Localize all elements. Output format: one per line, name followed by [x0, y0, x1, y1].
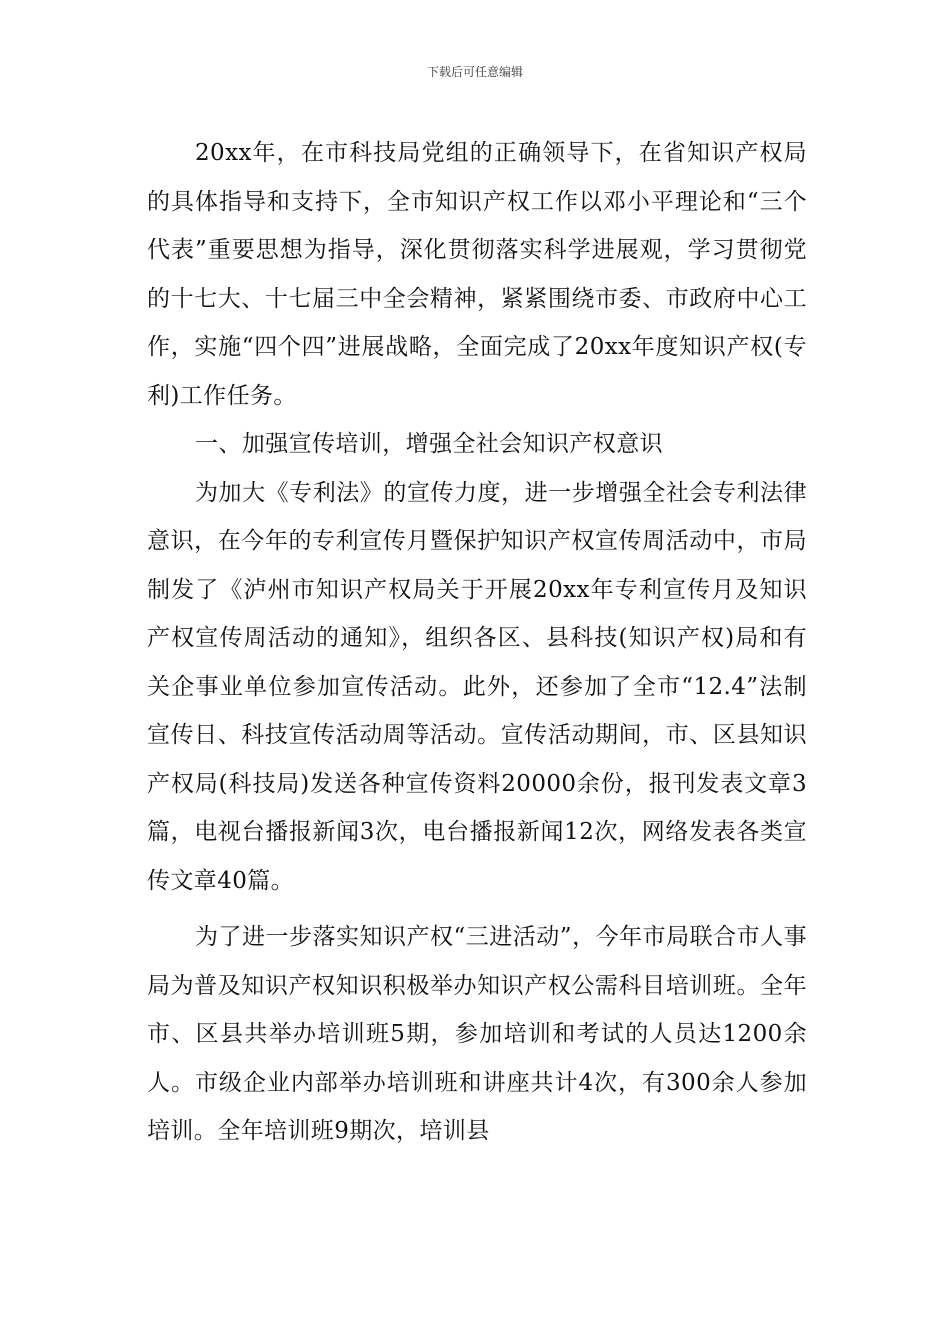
paragraph-spacer [147, 905, 807, 913]
document-body [147, 129, 807, 1156]
page-header-note: 下载后可任意编辑 [426, 65, 523, 79]
section-heading: 一、加强宣传培训，增强全社会知识产权意识 [195, 431, 663, 457]
paragraph-intro: 20xx年，在市科技局党组的正确领导下，在省知识产权局的具体指导和支持下，全市知识产权工作以邓小平理论和“三个代表”重要思想为指导，深化贯彻落实科学进展观，学习贯彻党的十七大、十七届三中全会精神，紧紧围绕市委、市政府中心工作，实施“四个四”进展战略，全面完成了20xx年度知识产权(专利)工作任务。 [147, 140, 807, 409]
paragraph-publicity: 为加大《专利法》的宣传力度，进一步增强全社会专利法律意识，在今年的专利宣传月暨保护知识产权宣传周活动中，市局制发了《泸州市知识产权局关于开展20xx年专利宣传月及知识产权宣传周活动的通知》，组织各区、县科技(知识产权)局和有关企事业单位参加宣传活动。此外，还参加了全市“12.4”法制宣传日、科技宣传活动周等活动。宣传活动期间，市、区县知识产权局(科技局)发送各种宣传资料20000余份，报刊发表文章3篇，电视台播报新闻3次，电台播报新闻12次，网络发表各类宣传文章40篇。 [147, 479, 807, 894]
paragraph-training: 为了进一步落实知识产权“三进活动”，今年市局联合市人事局为普及知识产权知识积极举办知识产权公需科目培训班。全年市、区县共举办培训班5期，参加培训和考试的人员达1200余人。市级企业内部举办培训班和讲座共计4次，有300余人参加培训。全年培训班9期次，培训县 [147, 924, 807, 1144]
